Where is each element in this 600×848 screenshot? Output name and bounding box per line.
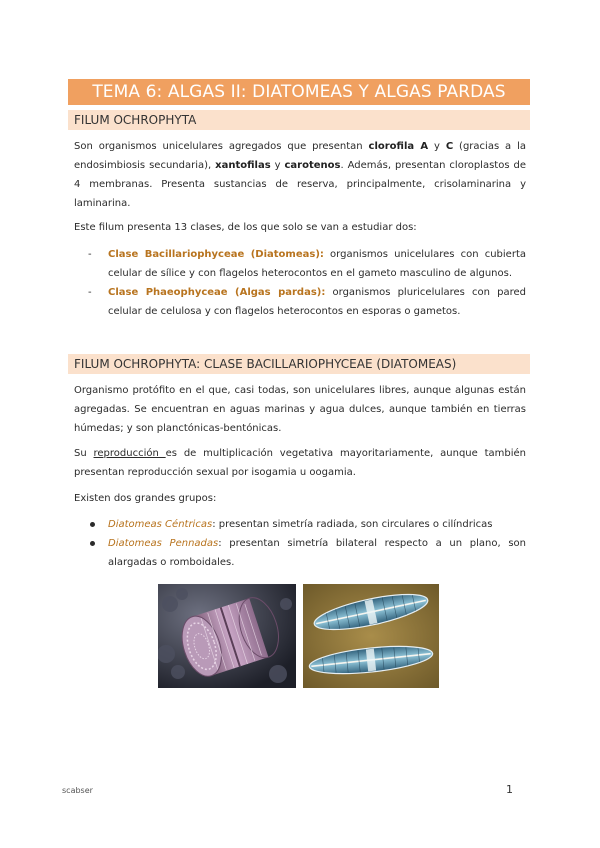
paragraph-classes: Este filum presenta 13 clases, de los que solo se van a estudiar dos:	[74, 222, 417, 233]
class-term: Clase Phaeophyceae (Algas pardas):	[108, 287, 326, 298]
group-term: Diatomeas Pennadas	[108, 538, 219, 549]
pennate-diatom-image	[303, 584, 439, 688]
dash-marker: -	[88, 287, 92, 298]
paragraph-diatomeas-intro: Organismo protófito en el que, casi todas, son unicelulares libres, aunque algunas están agregadas. Se encuentran en aguas marinas y agua dulces, aunque también en tierras húmedas; y son planctónicas-bentónicas.	[74, 385, 526, 434]
class-term: Clase Bacillariophyceae (Diatomeas):	[108, 249, 324, 260]
footer-author: scabser	[62, 786, 93, 795]
class-list	[74, 245, 526, 321]
list-item: Diatomeas Pennadas: presentan simetría bilateral respecto a un plano, son alargadas o romboidales.	[74, 534, 526, 572]
group-term: Diatomeas Céntricas	[108, 519, 213, 530]
paragraph-reproduccion: Su reproducción es de multiplicación vegetativa mayoritariamente, aunque también presentan reproducción sexual por isogamia u oogamia.	[74, 448, 526, 478]
group-list	[74, 515, 526, 572]
list-item: - Clase Bacillariophyceae (Diatomeas): organismos unicelulares con cubierta celular de sílice y con flagelos heterocontos en el gameto masculino de algunos.	[74, 245, 526, 283]
page-number: 1	[506, 783, 513, 796]
paragraph-groups: Existen dos grandes grupos:	[74, 493, 217, 504]
section-heading-diatomeas: FILUM OCHROPHYTA: CLASE BACILLARIOPHYCEAE (DIATOMEAS)	[68, 354, 530, 374]
bullet-icon	[90, 541, 95, 546]
bullet-icon	[90, 522, 95, 527]
dash-marker: -	[88, 249, 92, 260]
page-title: TEMA 6: ALGAS II: DIATOMEAS Y ALGAS PARDAS	[68, 79, 530, 105]
list-item: - Clase Phaeophyceae (Algas pardas): organismos pluricelulares con pared celular de celulosa y con flagelos heterocontos en esporas o gametos.	[74, 283, 526, 321]
paragraph-ochrophyta-intro: Son organismos unicelulares agregados que presentan clorofila A y C (gracias a la endosimbiosis secundaria), xantofilas y carotenos. Además, presentan cloroplastos de 4 membranas. Presenta sustancias de reserva, principalmente, crisolaminarina y laminarina.	[74, 141, 526, 209]
section-heading-ochrophyta: FILUM OCHROPHYTA	[68, 110, 530, 130]
list-item: Diatomeas Céntricas: presentan simetría radiada, son circulares o cilíndricas	[74, 515, 526, 534]
centric-diatom-image	[158, 584, 296, 688]
